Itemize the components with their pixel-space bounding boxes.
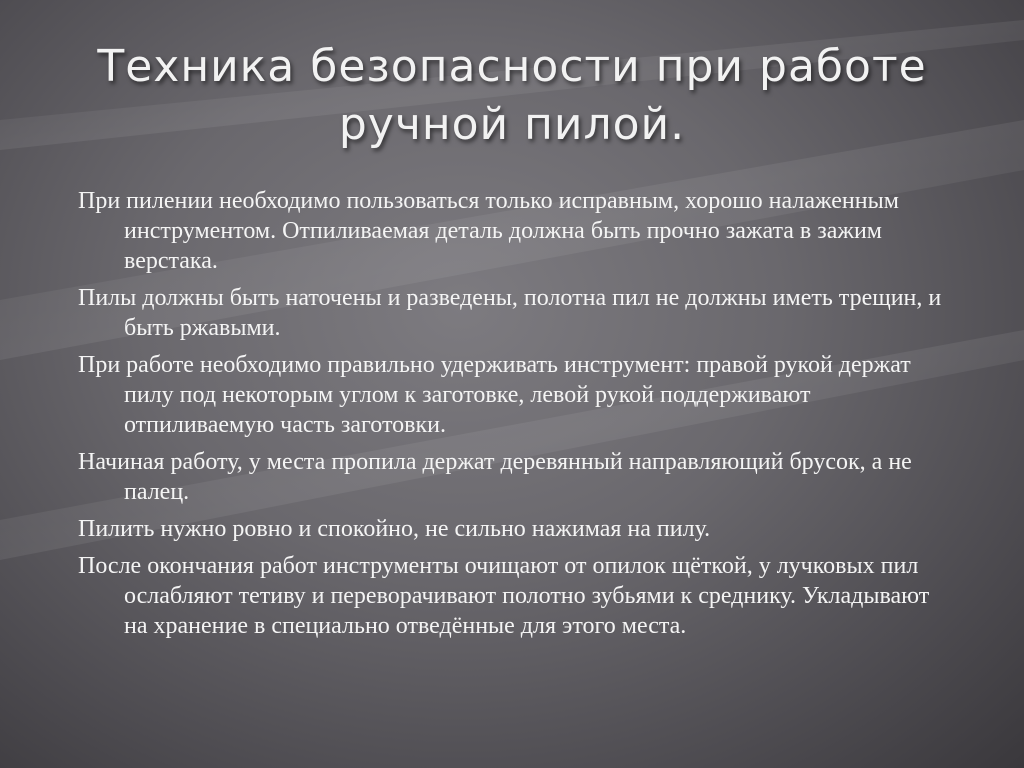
slide-body — [78, 186, 958, 648]
paragraph: Начиная работу, у места пропила держат деревянный направляющий брусок, а не палец. — [78, 449, 912, 505]
paragraph: После окончания работ инструменты очищают от опилок щёткой, у лучковых пил ослабляют тетиву и переворачивают полотно зубьями к среднику. Укладывают на хранение в специально отведённые для этого места. — [78, 553, 930, 639]
paragraph: Пилы должны быть наточены и разведены, полотна пил не должны иметь трещин, и быть ржавыми. — [78, 285, 942, 341]
paragraph: Пилить нужно ровно и спокойно, не сильно нажимая на пилу. — [78, 516, 711, 542]
paragraph: При работе необходимо правильно удерживать инструмент: правой рукой держат пилу под некоторым углом к заготовке, левой рукой поддерживают отпиливаемую часть заготовки. — [78, 352, 911, 438]
slide-title: Техника безопасности при работе ручной пилой. — [97, 41, 927, 150]
paragraph: При пилении необходимо пользоваться только исправным, хорошо налаженным инструментом. Отпиливаемая деталь должна быть прочно зажата в зажим верстака. — [78, 188, 899, 274]
